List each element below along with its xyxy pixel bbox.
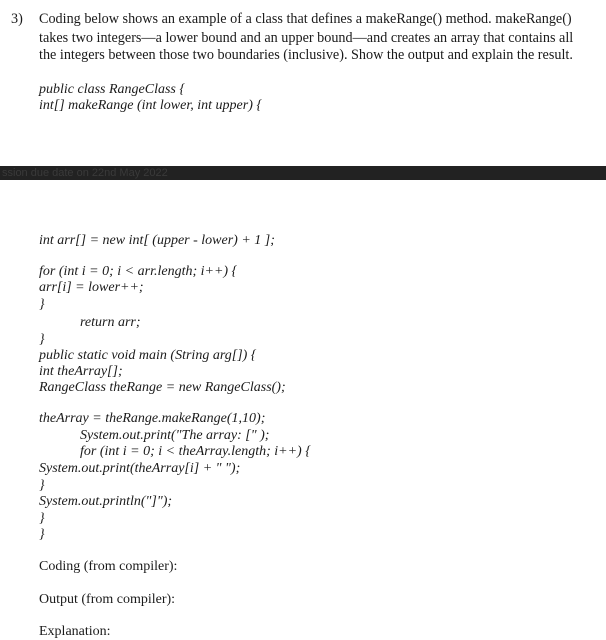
- code-line: RangeClass theRange = new RangeClass();: [39, 380, 286, 395]
- code-line: int theArray[];: [39, 364, 123, 379]
- code-line: }: [39, 511, 45, 526]
- code-line: arr[i] = lower++;: [39, 280, 144, 295]
- question-line-1: Coding below shows an example of a class that defines a makeRange() method. makeRange(): [39, 11, 572, 27]
- coding-label: Coding (from compiler):: [39, 559, 178, 574]
- code-line: theArray = theRange.makeRange(1,10);: [39, 411, 266, 426]
- code-line: }: [39, 297, 45, 312]
- code-line: public static void main (String arg[]) {: [39, 348, 257, 363]
- code-line: return arr;: [80, 315, 141, 330]
- question-line-3: the integers between those two boundaries (inclusive). Show the output and explain the result.: [39, 47, 573, 63]
- code-line: for (int i = 0; i < theArray.length; i++) {: [80, 444, 311, 459]
- output-label: Output (from compiler):: [39, 592, 176, 607]
- code-line: System.out.print("The array: [" );: [80, 428, 270, 443]
- submission-banner: [0, 166, 606, 180]
- explanation-label: Explanation:: [39, 624, 111, 639]
- code-class-declaration: public class RangeClass {: [39, 82, 185, 97]
- question-line-2: takes two integers—a lower bound and an upper bound—and creates an array that contains all: [39, 30, 574, 46]
- banner-text: ssion due date on 22nd May 2022: [2, 167, 168, 179]
- code-line: for (int i = 0; i < arr.length; i++) {: [39, 264, 238, 279]
- code-line: }: [39, 527, 45, 542]
- code-line: System.out.println("]");: [39, 494, 173, 509]
- code-line: }: [39, 332, 45, 347]
- code-line: System.out.print(theArray[i] + " ");: [39, 461, 241, 476]
- code-line: }: [39, 478, 45, 493]
- code-method-declaration: int[] makeRange (int lower, int upper) {: [39, 98, 262, 113]
- question-number: 3): [11, 11, 23, 27]
- code-line: int arr[] = new int[ (upper - lower) + 1 ];: [39, 233, 275, 248]
